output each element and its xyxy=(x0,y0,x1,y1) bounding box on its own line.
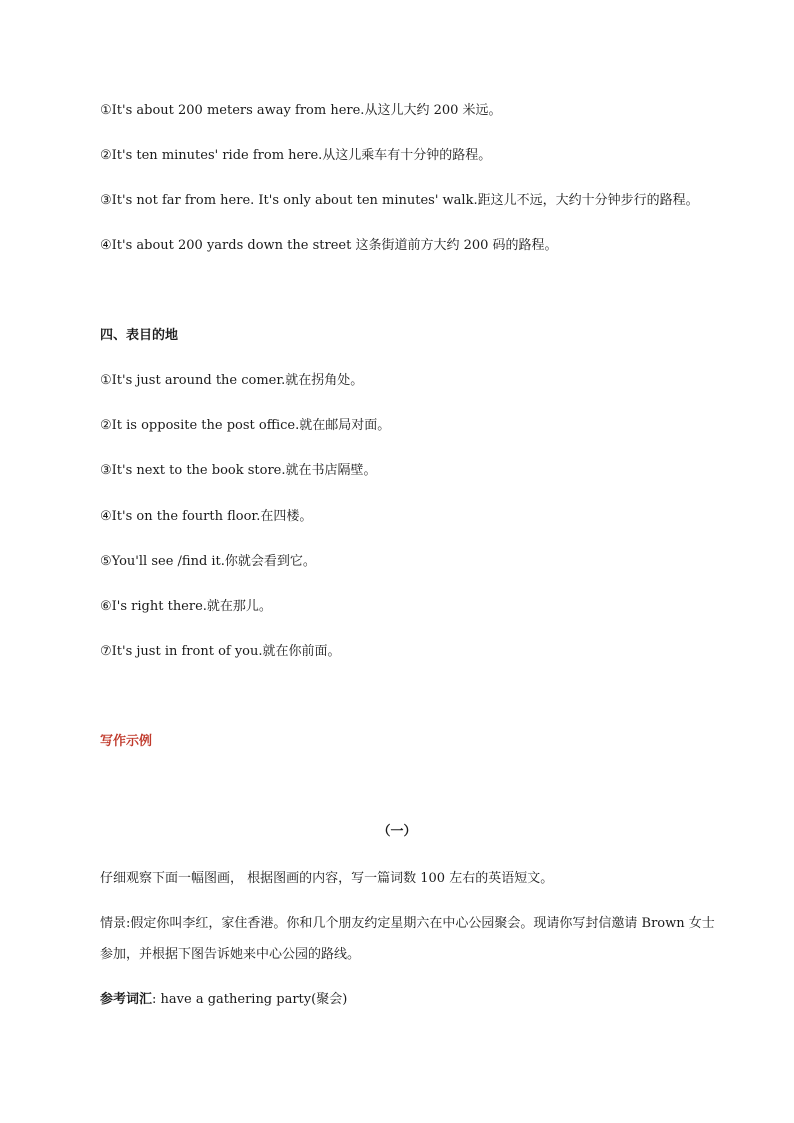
writing-instruction: 仔细观察下面一幅图画， 根据图画的内容，写一篇词数 100 左右的英语短文。 xyxy=(100,871,554,886)
writing-example-heading: 写作示例 xyxy=(100,734,153,749)
destination-item-6: ⑥I's right there.就在那儿。 xyxy=(100,599,272,614)
distance-line-2: ②It's ten minutes' ride from here.从这儿乘车有十分钟的路程。 xyxy=(100,148,492,163)
vocabulary-text: : have a gathering party(聚会) xyxy=(152,992,348,1007)
vocabulary-line xyxy=(100,990,724,1010)
writing-scenario: 情景:假定你叫李红，家住香港。你和几个朋友约定星期六在中心公园聚会。现请你写封信邀请 Brown 女士参加，并根据下图告诉她来中心公园的路线。 xyxy=(100,916,715,962)
distance-line-4: ④It's about 200 yards down the street 这条街道前方大约 200 码的路程。 xyxy=(100,238,558,253)
distance-line-3: ③It's not far from here. It's only about ten minutes' walk.距这儿不远，大约十分钟步行的路程。 xyxy=(100,193,699,208)
destination-item-2: ②It is opposite the post office.就在邮局对面。 xyxy=(100,418,391,433)
destination-item-5: ⑤You'll see /find it.你就会看到它。 xyxy=(100,554,316,569)
section-heading: 四、表目的地 xyxy=(100,328,179,343)
destination-item-4: ④It's on the fourth floor.在四楼。 xyxy=(100,509,313,524)
distance-line-1: ①It's about 200 meters away from here.从这儿大约 200 米远。 xyxy=(100,103,502,118)
example-number: （一） xyxy=(377,824,417,839)
destination-item-7: ⑦It's just in front of you.就在你前面。 xyxy=(100,644,341,659)
destination-item-3: ③It's next to the book store.就在书店隔壁。 xyxy=(100,463,377,478)
destination-item-1: ①It's just around the comer.就在拐角处。 xyxy=(100,373,364,388)
vocabulary-label: 参考词汇 xyxy=(100,992,153,1007)
